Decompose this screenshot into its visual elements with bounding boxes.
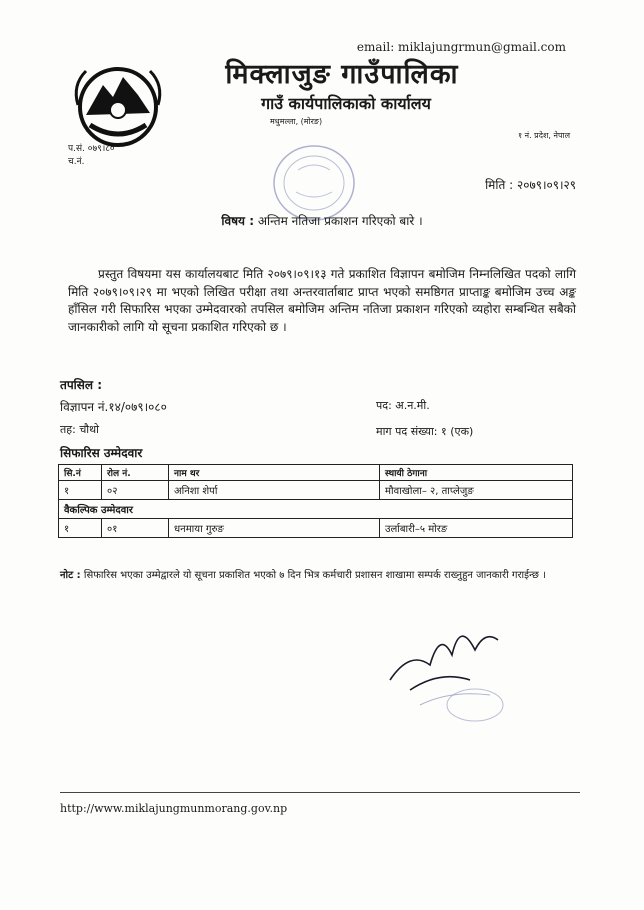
subject-text: अन्तिम नतिजा प्रकाशन गरिएको बारे । <box>257 214 423 228</box>
cell-roll: ०२ <box>102 481 169 500</box>
cell-name: धनमाया गुरुङ <box>169 519 380 538</box>
col-name: नाम थर <box>169 465 380 481</box>
dispatch-number: च.नं. <box>68 157 85 167</box>
col-roll: रोल नं. <box>102 465 169 481</box>
cell-sn: १ <box>59 519 102 538</box>
recommended-heading: सिफारिस उम्मेदवार <box>60 446 143 460</box>
cell-address: उर्लाबारी–५ मोरङ <box>380 519 573 538</box>
header-email: email: miklajungrmun@gmail.com <box>356 40 566 54</box>
cell-address: मौवाखोला– २, ताप्लेजुङ <box>380 481 573 500</box>
letter-number: प.सं. ०७९।८० <box>68 144 115 154</box>
nepal-emblem-icon <box>68 55 168 155</box>
reference-block <box>68 143 115 169</box>
cell-sn: १ <box>59 481 102 500</box>
note-block <box>60 568 580 584</box>
details-heading: तपसिल : <box>60 378 102 392</box>
post-name: पद: अ.न.मी. <box>376 399 430 412</box>
alternate-heading: वैकल्पिक उम्मेदवार <box>59 500 573 519</box>
alternate-heading-row <box>59 500 573 519</box>
table-header-row <box>59 465 573 481</box>
table-row <box>59 519 573 538</box>
table-row <box>59 481 573 500</box>
advert-number: विज्ञापन नं.१४/०७९।०८० <box>60 400 167 414</box>
office-address: मधुमल्ला, (मोरङ) <box>270 117 323 126</box>
demand-count: माग पद संख्या: १ (एक) <box>376 425 474 438</box>
footer-divider <box>60 792 580 793</box>
municipality-title: मिक्लाजुङ गाउँपालिका <box>225 59 459 90</box>
note-text: सिफारिस भएका उम्मेद्वारले यो सूचना प्रकाशित भएको ७ दिन भित्र कर्मचारी प्रशासन शाखामा सम्पर्क राख्नुहुन जानकारी गराईन्छ । <box>83 570 546 581</box>
subject-line <box>0 212 644 229</box>
body-paragraph: प्रस्तुत विषयमा यस कार्यालयबाट मिति २०७९।०९।१३ गते प्रकाशित विज्ञापन बमोजिम निम्नलिखित पदको लागि मिति २०७९।०९।२९ मा भएको लिखित परीक्षा तथा अन्तरवार्ताबाट प्राप्त भएको समष्ठिगत प्राप्ताङ्क बमोजिम उच्च अङ्क हाँसिल गरी सिफारिस भएका उम्मेदवारको तपसिल बमोजिम अन्तिम नतिजा प्रकाशन गरिएको व्यहोरा सम्बन्धित सबैको जानकारीको लागि यो सूचना प्रकाशित गरिएको छ । <box>68 267 576 334</box>
col-sn: सि.नं <box>59 465 102 481</box>
letter-date: मिति : २०७९।०९।२९ <box>485 178 576 192</box>
province-label: १ नं. प्रदेश, नेपाल <box>517 131 570 140</box>
cell-name: अनिशा शेर्पा <box>169 481 380 500</box>
post-level: तह: चौथो <box>60 423 100 436</box>
office-subtitle: गाउँ कार्यपालिकाको कार्यालय <box>261 94 431 113</box>
note-label: नोट : <box>60 570 81 581</box>
footer-url[interactable]: http://www.miklajungmunmorang.gov.np <box>60 802 288 815</box>
candidates-table <box>58 464 573 538</box>
cell-roll: ०१ <box>102 519 169 538</box>
subject-label: विषय : <box>221 214 254 228</box>
col-address: स्थायी ठेगाना <box>380 465 573 481</box>
signature-icon <box>380 610 520 730</box>
